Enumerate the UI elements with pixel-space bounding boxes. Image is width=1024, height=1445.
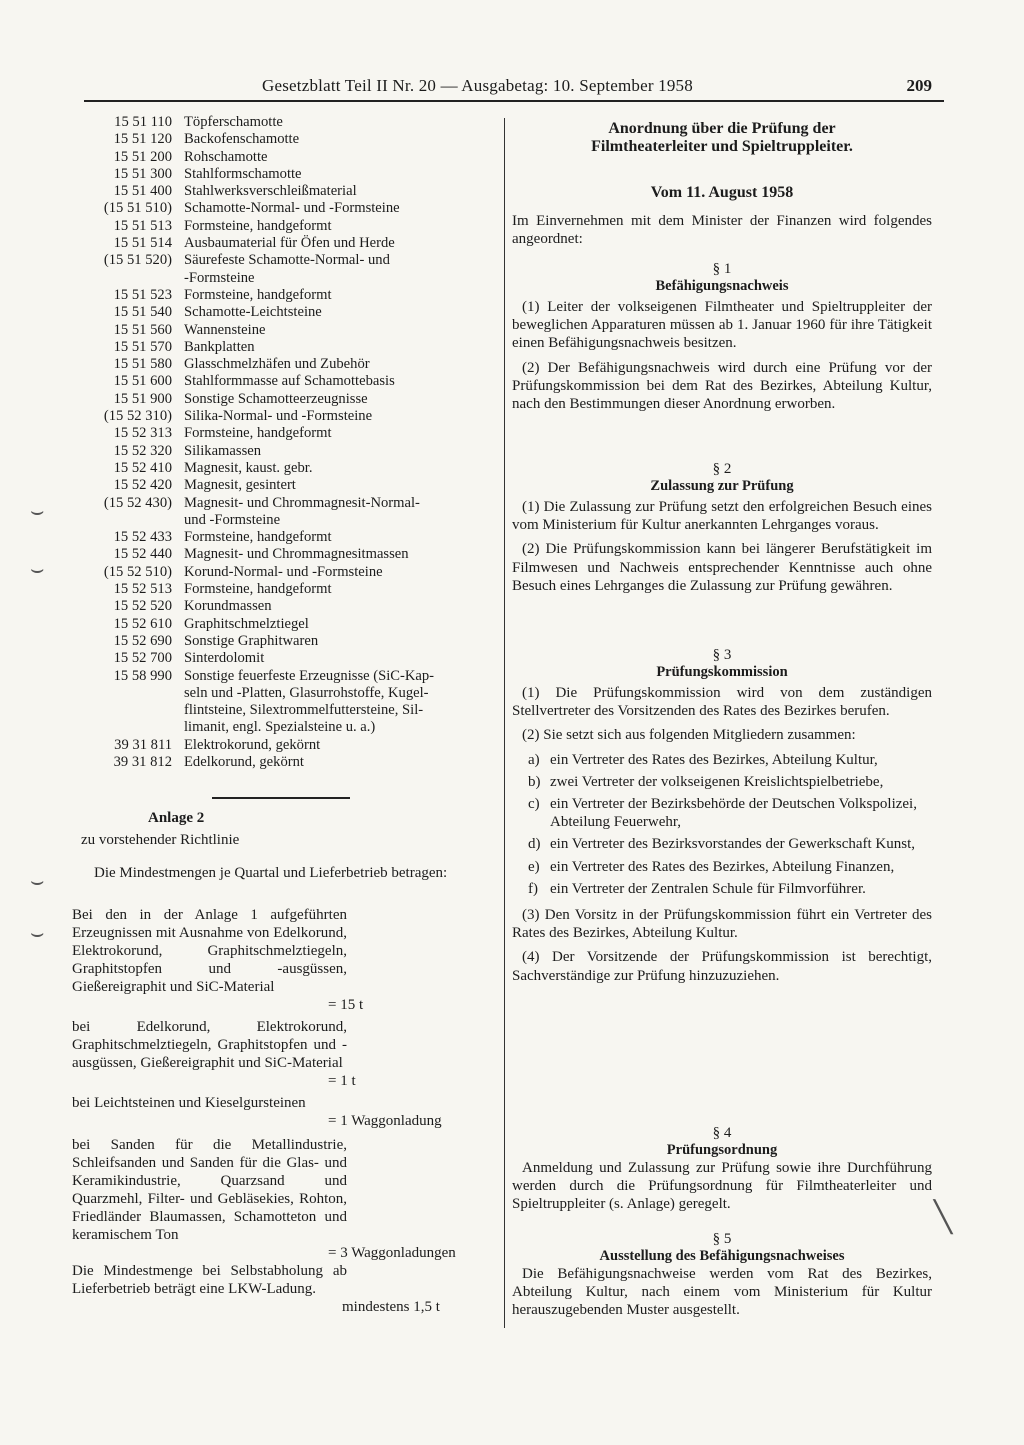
product-code: 15 51 560 (113, 321, 172, 338)
section-title: Ausstellung des Befähigungsnachweises (599, 1248, 845, 1264)
section-paragraph: (1) Die Zulassung zur Prüfung setzt den erfolgreichen Besuch eines vom Ministerium für Kultur anerkannten Lehrganges voraus. (512, 499, 932, 534)
margin-mark: ╲ (934, 1201, 953, 1234)
product-description: Rohschamotte (184, 148, 268, 165)
product-code: 15 52 690 (113, 632, 172, 649)
section-paragraph: (4) Der Vorsitzende der Prüfungskommission ist berechtigt, Sachverständige zur Prüfung hinzuzuziehen. (512, 949, 932, 984)
product-description: Elektrokorund, gekörnt (184, 736, 321, 753)
minimum-quantity-item (72, 1018, 492, 1089)
product-code: 15 52 420 (113, 477, 172, 494)
anlage-subtitle: zu vorstehender Richtlinie (81, 832, 240, 848)
product-description: Wannensteine (184, 321, 266, 338)
minimum-quantity-value: = 3 Waggonladungen (328, 1245, 456, 1261)
product-description: Sonstige Schamotteerzeugnisse (184, 390, 368, 407)
section-paragraph: (2) Die Prüfungskommission kann bei längerer Berufstätigkeit im Filmwesen und Nachweis entsprechender Kenntnisse auch ohne Besuch eines Lehrganges die Zulassung zur Prüfung gewähren. (512, 541, 932, 594)
minimum-quantity-value: = 1 Waggonladung (328, 1113, 442, 1129)
product-description: Silikamassen (184, 442, 262, 459)
product-description: Formsteine, handgeformt (184, 581, 332, 598)
minimum-quantity-text: bei Edelkorund, Elektrokorund, Graphitschmelztiegeln, Graphitstopfen und -ausgüssen, Gießereigraphit und SiC-Material (72, 1019, 347, 1071)
product-description: Bankplatten (184, 338, 255, 355)
product-code: 15 51 200 (113, 148, 172, 165)
minimum-quantity-text: bei Leichtsteinen und Kieselgursteinen (72, 1095, 306, 1111)
section-number: § 4 (712, 1125, 732, 1141)
minimum-quantity-item (72, 1094, 492, 1129)
product-description: Magnesit- und Chrommagnesit-Normal- (184, 494, 420, 511)
column-divider (504, 118, 505, 1328)
product-code: 15 52 313 (113, 425, 172, 442)
section-4 (512, 1124, 932, 1214)
page-number: 209 (906, 76, 932, 95)
product-description: Formsteine, handgeformt (184, 425, 332, 442)
anordnung-date: Vom 11. August 1958 (650, 184, 794, 201)
section-paragraph: (1) Die Prüfungskommission wird von dem zuständigen Stellvertreter des Vorsitzenden des Rates des Bezirkes berufen. (512, 685, 932, 720)
product-description: Sonstige feuerfeste Erzeugnisse (SiC-Kap- (184, 667, 435, 684)
margin-mark: ⌣ (30, 920, 45, 945)
margin-mark: ⌣ (30, 556, 45, 581)
product-code: 15 51 110 (114, 114, 172, 130)
product-code: 15 52 610 (113, 615, 172, 632)
section-title: Prüfungskommission (656, 664, 788, 680)
product-description: Stahlwerksverschleißmaterial (184, 183, 357, 200)
product-code: 39 31 812 (113, 753, 172, 770)
minimum-quantity-item (72, 906, 492, 1013)
product-description: Töpferschamotte (184, 114, 283, 130)
product-description: Korundmassen (184, 598, 272, 615)
product-description: Magnesit, kaust. gebr. (184, 459, 313, 476)
member-item: f) ein Vertreter der Zentralen Schule für Filmvorführer. (528, 880, 866, 897)
minimum-quantity-item (72, 1136, 492, 1261)
product-code: 39 31 811 (114, 736, 172, 753)
product-code: 15 52 440 (113, 546, 172, 563)
product-code: 15 52 513 (113, 581, 172, 598)
product-code: (15 52 310) (103, 408, 172, 425)
section-5 (512, 1230, 932, 1320)
minimum-quantity-text: Die Mindestmenge bei Selbstabholung ab Lieferbetrieb beträgt eine LKW-Ladung. (72, 1263, 347, 1297)
product-code: 15 52 520 (113, 598, 172, 615)
section-paragraph: (2) Der Befähigungsnachweis wird durch eine Prüfung vor der Prüfungskommission bei dem Rat des Bezirkes, Abteilung Kultur, nach den Bestimmungen dieser Anordnung erworben. (512, 359, 932, 413)
product-description: Magnesit- und Chrommagnesitmassen (184, 546, 409, 563)
product-description: Formsteine, handgeformt (184, 217, 332, 234)
product-code: 15 51 600 (113, 373, 172, 390)
member-item: b) zwei Vertreter der volkseigenen Kreislichtspielbetriebe, (528, 773, 884, 790)
product-code: 15 51 300 (113, 165, 172, 182)
minimum-quantity-value: = 1 t (328, 1073, 356, 1089)
product-code: 15 51 580 (113, 356, 172, 373)
product-description: und -Formsteine (184, 511, 281, 528)
product-description: Formsteine, handgeformt (184, 529, 332, 546)
product-code: 15 58 990 (113, 667, 172, 684)
section-paragraph: Die Befähigungsnachweise werden vom Rat des Bezirkes, Abteilung Kultur, nach einem vom Ministerium für Kultur herauszugebenden Muster ausgestellt. (512, 1266, 932, 1319)
minimum-quantity-text: bei Sanden für die Metallindustrie, Schleifsanden und Sanden für die Glas- und Keramikindustrie, Quarzsand und Quarzmehl, Filter- und Gebläsekies, Rohton, Friedländer Blaumassen, Schamotteton und keramischem Ton (72, 1137, 347, 1243)
product-code: 15 51 900 (113, 390, 172, 407)
minimum-quantity-value: mindestens 1,5 t (342, 1299, 440, 1315)
section-title: Prüfungsordnung (666, 1142, 778, 1158)
product-description: Stahlformmasse auf Schamottebasis (184, 373, 395, 390)
product-description: Korund-Normal- und -Formsteine (184, 563, 383, 580)
member-item: e) ein Vertreter des Rates des Bezirkes, Abteilung Finanzen, (528, 858, 895, 875)
product-description: seln und -Platten, Glasurrohstoffe, Kugel- (184, 684, 429, 701)
section-3 (512, 646, 932, 985)
member-item: a) ein Vertreter des Rates des Bezirkes, Abteilung Kultur, (528, 751, 878, 768)
product-code: (15 52 430) (103, 494, 172, 511)
product-description: limanit, engl. Spezialsteine u. a.) (184, 719, 376, 736)
margin-mark: ⌣ (30, 498, 45, 523)
product-description: Ausbaumaterial für Öfen und Herde (184, 235, 395, 252)
product-code: 15 51 514 (113, 235, 172, 252)
section-title: Befähigungsnachweis (655, 278, 789, 294)
anlage-intro: Die Mindestmengen je Quartal und Lieferbetrieb betragen: (94, 865, 448, 881)
section-1 (512, 260, 932, 413)
product-code: 15 51 120 (113, 131, 172, 148)
product-code: (15 51 510) (103, 200, 172, 217)
section-number: § 2 (712, 461, 732, 477)
minimum-quantity-text: Bei den in der Anlage 1 aufgeführten Erzeugnissen mit Ausnahme von Edelkorund, Elektrokorund, Graphitschmelztiegeln, Graphitstopfen und -ausgüssen, Gießereigraphit und SiC-Material (72, 907, 347, 995)
preamble-text: Im Einvernehmen mit dem Minister der Finanzen wird folgendes angeordnet: (512, 213, 932, 248)
minimum-quantity-value: = 15 t (328, 997, 364, 1013)
margin-mark: ⌣ (30, 868, 45, 893)
section-paragraph: (3) Den Vorsitz in der Prüfungskommission führt ein Vertreter des Rates des Bezirkes, Abteilung Kultur. (512, 907, 932, 942)
product-code: 15 52 410 (113, 459, 172, 476)
product-code: 15 51 540 (113, 304, 172, 321)
anordnung-title: Anordnung über die Prüfung der Filmtheaterleiter und Spieltruppleiter. (591, 120, 853, 155)
product-description: Schamotte-Normal- und -Formsteine (184, 200, 400, 217)
product-description: Sinterdolomit (184, 650, 265, 667)
section-paragraph: (2) Sie setzt sich aus folgenden Mitgliedern zusammen: (522, 727, 856, 744)
product-description: Formsteine, handgeformt (184, 286, 332, 303)
product-description: flintsteine, Silextrommelfuttersteine, Sil- (184, 702, 424, 719)
page-header (84, 74, 944, 102)
product-code: (15 52 510) (103, 563, 172, 580)
product-code: 15 51 523 (113, 286, 172, 303)
section-number: § 1 (712, 261, 732, 277)
product-description: Backofenschamotte (184, 131, 300, 148)
product-description: Graphitschmelztiegel (184, 615, 309, 632)
section-number: § 5 (712, 1231, 732, 1247)
member-list (512, 751, 932, 898)
product-description: -Formsteine (184, 269, 255, 286)
product-description: Stahlformschamotte (184, 165, 302, 182)
member-item: d) ein Vertreter des Bezirksvorstandes der Gewerkschaft Kunst, (528, 836, 916, 853)
product-code: (15 51 520) (103, 252, 172, 269)
section-2 (512, 460, 932, 595)
product-code: 15 52 320 (113, 442, 172, 459)
section-paragraph: Anmeldung und Zulassung zur Prüfung sowie ihre Durchführung werden durch die Prüfungsordnung für Filmtheaterleiter und Spieltruppleiter (s. Anlage) geregelt. (512, 1160, 932, 1213)
product-description: Schamotte-Leichtsteine (184, 304, 322, 321)
anlage-title: Anlage 2 (148, 810, 205, 826)
section-title: Zulassung zur Prüfung (650, 478, 794, 494)
product-description: Magnesit, gesintert (184, 477, 296, 494)
member-item: c) ein Vertreter der Bezirksbehörde der Deutschen Volkspolizei, Abteilung Feuerwehr, (528, 796, 917, 831)
gazette-title: Gesetzblatt Teil II Nr. 20 — Ausgabetag: 10. September 1958 (262, 76, 693, 95)
product-description: Edelkorund, gekörnt (184, 753, 304, 770)
product-code: 15 52 433 (113, 529, 172, 546)
product-description: Säurefeste Schamotte-Normal- und (184, 252, 390, 269)
product-code: 15 51 400 (113, 183, 172, 200)
section-paragraph: (1) Leiter der volkseigenen Filmtheater und Spieltruppleiter der beweglichen Apparaturen müssen ab 1. Januar 1960 für ihre Tätigkeit einen Befähigungsnachweis besitzen. (512, 299, 932, 352)
product-description: Sonstige Graphitwaren (184, 632, 319, 649)
product-code: 15 51 513 (113, 217, 172, 234)
product-code: 15 52 700 (113, 650, 172, 667)
section-number: § 3 (712, 647, 732, 663)
section-divider (212, 797, 350, 799)
anordnung-preamble (512, 212, 932, 248)
minimum-quantity-item (72, 1262, 492, 1315)
product-description: Silika-Normal- und -Formsteine (184, 408, 373, 425)
product-description: Glasschmelzhäfen und Zubehör (184, 356, 370, 373)
product-code: 15 51 570 (113, 338, 172, 355)
